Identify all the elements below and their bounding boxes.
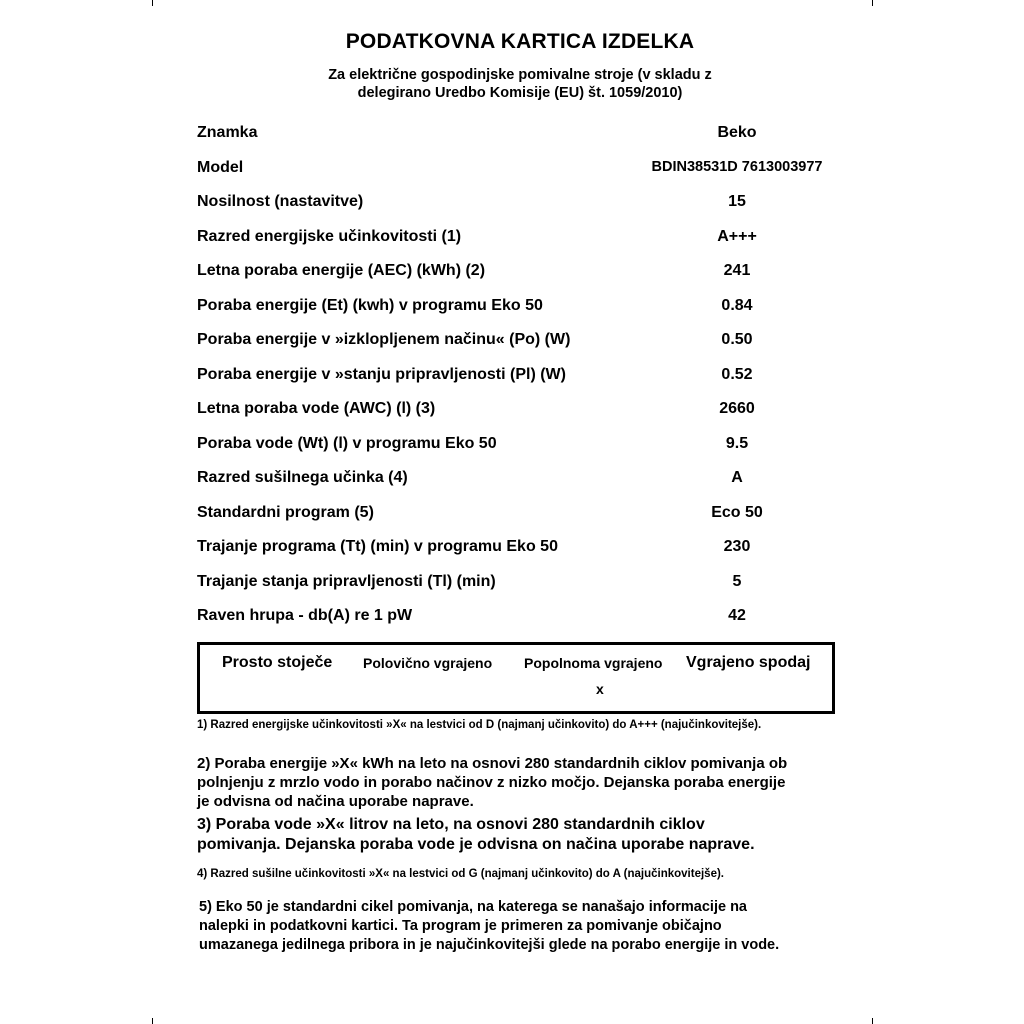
- spec-label: Poraba energije v »stanju pripravljenosti (Pl) (W): [197, 366, 566, 383]
- spec-label: Raven hrupa - db(A) re 1 pW: [197, 607, 413, 624]
- spec-row-drying-class: [197, 469, 837, 493]
- spec-value: 0.52: [721, 366, 753, 383]
- spec-label: Model: [197, 159, 244, 176]
- spec-value: 0.84: [721, 297, 753, 314]
- spec-value: Eco 50: [711, 504, 763, 521]
- crop-mark: [872, 1018, 873, 1024]
- selected-mark: x: [596, 681, 604, 697]
- spec-row-pl: [197, 366, 837, 390]
- footnote-line: 2) Poraba energije »X« kWh na leto na osnovi 280 standardnih ciklov pomivanja ob: [197, 755, 788, 772]
- option-semi-integrated: Polovično vgrajeno: [363, 655, 493, 671]
- spec-value: 241: [723, 262, 751, 279]
- spec-value: 15: [728, 193, 746, 210]
- option-fully-integrated: Popolnoma vgrajeno: [524, 655, 663, 671]
- page-subtitle: [0, 66, 1024, 102]
- spec-label: Standardni program (5): [197, 504, 374, 521]
- spec-value: 2660: [719, 400, 755, 417]
- spec-value: BDIN38531D 7613003977: [651, 159, 823, 175]
- spec-label: Poraba vode (Wt) (l) v programu Eko 50: [197, 435, 497, 452]
- spec-row-program-duration: [197, 538, 837, 562]
- spec-label: Letna poraba energije (AEC) (kWh) (2): [197, 262, 486, 279]
- option-built-under: Vgrajeno spodaj: [686, 654, 811, 671]
- spec-row-awc: [197, 400, 837, 424]
- crop-mark: [152, 0, 153, 6]
- spec-value: 230: [723, 538, 751, 555]
- spec-value: 9.5: [725, 435, 749, 452]
- installation-type-box: [197, 642, 835, 714]
- option-free-standing: Prosto stoječe: [222, 654, 333, 671]
- footnote-line: je odvisna od načina uporabe naprave.: [197, 793, 474, 810]
- spec-label: Poraba energije (Et) (kwh) v programu Eko 50: [197, 297, 543, 314]
- spec-row-wt: [197, 435, 837, 459]
- footnote-line: polnjenju z mrzlo vodo in porabo načinov z nizko močjo. Dejanska poraba energije: [197, 774, 786, 791]
- spec-label: Trajanje stanja pripravljenosti (Tl) (min): [197, 573, 496, 590]
- subtitle-line: Za električne gospodinjske pomivalne stroje (v skladu z: [328, 67, 712, 83]
- spec-row-brand: [197, 124, 837, 148]
- footnote-3: [197, 815, 837, 855]
- spec-label: Znamka: [197, 124, 258, 141]
- spec-row-aec: [197, 262, 837, 286]
- spec-label: Poraba energije v »izklopljenem načinu« (Po) (W): [197, 331, 571, 348]
- footnote-4: 4) Razred sušilne učinkovitosti »X« na lestvici od G (najmanj učinkovito) do A (najučinkovitejše).: [197, 868, 724, 880]
- spec-value: 42: [728, 607, 746, 624]
- subtitle-line: delegirano Uredbo Komisije (EU) št. 1059/2010): [357, 85, 683, 101]
- page-title: PODATKOVNA KARTICA IZDELKA: [345, 30, 695, 53]
- spec-label: Nosilnost (nastavitve): [197, 193, 364, 210]
- spec-label: Razred energijske učinkovitosti (1): [197, 228, 462, 245]
- footnote-1: 1) Razred energijske učinkovitosti »X« na lestvici od D (najmanj učinkovito) do A+++ (najučinkovitejše).: [197, 719, 762, 731]
- spec-row-capacity: [197, 193, 837, 217]
- spec-row-noise: [197, 607, 837, 631]
- spec-row-standard-program: [197, 504, 837, 528]
- spec-row-et: [197, 297, 837, 321]
- spec-row-standby-duration: [197, 573, 837, 597]
- spec-value: A: [731, 469, 743, 486]
- spec-label: Trajanje programa (Tt) (min) v programu Eko 50: [197, 538, 558, 555]
- spec-row-po: [197, 331, 837, 355]
- footnote-5: [199, 898, 839, 955]
- crop-mark: [872, 0, 873, 6]
- spec-label: Letna poraba vode (AWC) (l) (3): [197, 400, 436, 417]
- footnote-line: umazanega jedilnega pribora in je najučinkovitejši glede na porabo energije in vode.: [199, 937, 780, 953]
- spec-label: Razred sušilnega učinka (4): [197, 469, 408, 486]
- spec-value: Beko: [717, 124, 757, 141]
- spec-value: A+++: [717, 228, 757, 245]
- footnote-line: pomivanja. Dejanska poraba vode je odvisna on načina uporabe naprave.: [197, 836, 755, 853]
- spec-value: 0.50: [721, 331, 753, 348]
- footnote-2: [197, 754, 837, 811]
- crop-mark: [152, 1018, 153, 1024]
- footnote-line: nalepki in podatkovni kartici. Ta program je primeren za pomivanje običajno: [199, 918, 722, 934]
- footnote-line: 5) Eko 50 je standardni cikel pomivanja, na katerega se nanašajo informacije na: [199, 899, 747, 915]
- spec-value: 5: [732, 573, 742, 590]
- spec-row-energy-class: [197, 228, 837, 252]
- footnote-line: 3) Poraba vode »X« litrov na leto, na osnovi 280 standardnih ciklov: [197, 816, 705, 833]
- spec-row-model: [197, 159, 837, 183]
